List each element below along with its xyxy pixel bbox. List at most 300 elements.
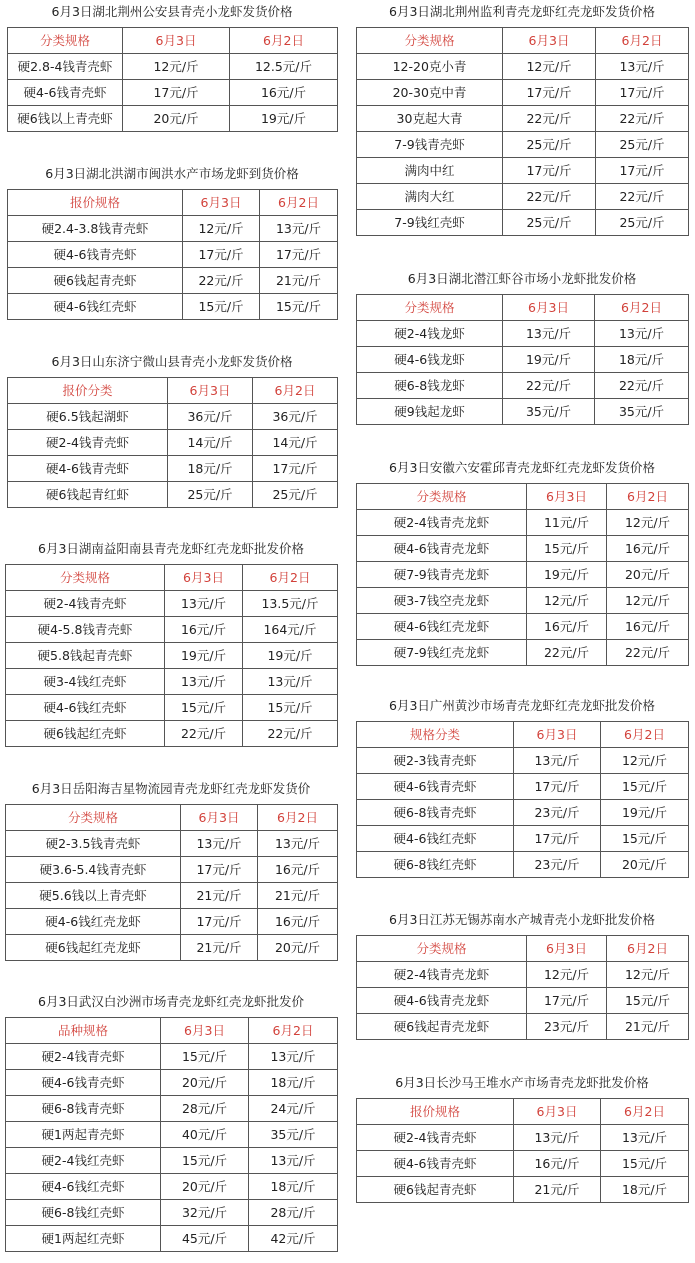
- price-jun3-cell: 22元/斤: [503, 373, 595, 399]
- price-jun3-cell: 32元/斤: [161, 1200, 249, 1226]
- price-panel-weishan: [7, 352, 337, 508]
- table-header-row: [6, 1018, 338, 1044]
- table-row: [8, 456, 338, 482]
- table-row: [357, 54, 689, 80]
- table-row: [357, 106, 689, 132]
- price-jun2-cell: 15元/斤: [601, 826, 689, 852]
- table-row: [6, 1174, 338, 1200]
- price-jun3-cell: 19元/斤: [165, 643, 243, 669]
- spec-cell: 硬4-6钱红壳龙虾: [357, 614, 527, 640]
- spec-cell: 硬6钱以上青壳虾: [8, 106, 123, 132]
- price-table: [356, 27, 689, 236]
- spec-cell: 硬3-7钱空壳龙虾: [357, 588, 527, 614]
- column-header: 6月3日: [514, 722, 601, 748]
- price-jun2-cell: 13元/斤: [249, 1148, 338, 1174]
- table-row: [357, 962, 689, 988]
- price-jun3-cell: 17元/斤: [183, 242, 260, 268]
- price-jun3-cell: 17元/斤: [503, 80, 596, 106]
- table-row: [8, 106, 338, 132]
- price-jun3-cell: 13元/斤: [165, 669, 243, 695]
- spec-cell: 硬6钱起红壳虾: [6, 721, 165, 747]
- column-header: 6月2日: [243, 565, 338, 591]
- spec-cell: 硬4-6钱青壳虾: [8, 242, 183, 268]
- price-jun3-cell: 22元/斤: [165, 721, 243, 747]
- price-jun3-cell: 19元/斤: [527, 562, 607, 588]
- price-jun3-cell: 19元/斤: [503, 347, 595, 373]
- price-jun3-cell: 25元/斤: [503, 210, 596, 236]
- price-jun3-cell: 17元/斤: [527, 988, 607, 1014]
- spec-cell: 硬3.6-5.4钱青壳虾: [6, 857, 181, 883]
- table-row: [357, 826, 689, 852]
- spec-cell: 满肉大红: [357, 184, 503, 210]
- price-jun2-cell: 18元/斤: [595, 347, 689, 373]
- table-row: [357, 614, 689, 640]
- price-jun2-cell: 164元/斤: [243, 617, 338, 643]
- table-row: [8, 404, 338, 430]
- spec-cell: 硬4-6钱龙虾: [357, 347, 503, 373]
- price-panel-mawangdui: [356, 1073, 688, 1203]
- price-jun2-cell: 24元/斤: [249, 1096, 338, 1122]
- column-header: 分类规格: [357, 484, 527, 510]
- table-row: [6, 883, 338, 909]
- spec-cell: 硬2-4钱龙虾: [357, 321, 503, 347]
- spec-cell: 硬7-9钱青壳龙虾: [357, 562, 527, 588]
- price-jun3-cell: 18元/斤: [168, 456, 253, 482]
- column-header: 分类规格: [357, 295, 503, 321]
- spec-cell: 硬4-5.8钱青壳虾: [6, 617, 165, 643]
- panel-title: 6月3日湖北洪湖市闽洪水产市场龙虾到货价格: [45, 166, 299, 181]
- spec-cell: 30克起大青: [357, 106, 503, 132]
- spec-cell: 硬2.4-3.8钱青壳虾: [8, 216, 183, 242]
- panel-title: 6月3日武汉白沙洲市场青壳龙虾红壳龙虾批发价: [38, 994, 304, 1009]
- price-jun2-cell: 19元/斤: [230, 106, 338, 132]
- column-header: 6月3日: [527, 484, 607, 510]
- table-header-row: [357, 295, 689, 321]
- price-jun2-cell: 16元/斤: [258, 857, 338, 883]
- price-jun2-cell: 15元/斤: [601, 774, 689, 800]
- price-table: [5, 804, 338, 961]
- price-jun2-cell: 13元/斤: [258, 831, 338, 857]
- spec-cell: 硬2.8-4钱青壳虾: [8, 54, 123, 80]
- column-header: 6月3日: [165, 565, 243, 591]
- spec-cell: 硬6钱起青壳龙虾: [357, 1014, 527, 1040]
- price-jun2-cell: 22元/斤: [596, 106, 689, 132]
- price-jun2-cell: 15元/斤: [243, 695, 338, 721]
- table-row: [6, 1070, 338, 1096]
- column-header: 6月2日: [607, 484, 689, 510]
- spec-cell: 7-9钱红壳虾: [357, 210, 503, 236]
- price-jun2-cell: 13元/斤: [249, 1044, 338, 1070]
- price-jun2-cell: 15元/斤: [601, 1151, 689, 1177]
- price-jun3-cell: 25元/斤: [503, 132, 596, 158]
- price-jun2-cell: 42元/斤: [249, 1226, 338, 1252]
- column-header: 6月3日: [181, 805, 258, 831]
- table-row: [357, 588, 689, 614]
- price-panel-honghu: [7, 164, 337, 320]
- price-jun3-cell: 22元/斤: [527, 640, 607, 666]
- price-jun2-cell: 17元/斤: [596, 158, 689, 184]
- price-panel-jianli: [356, 2, 688, 236]
- table-row: [357, 1151, 689, 1177]
- spec-cell: 硬2-4钱青壳虾: [6, 591, 165, 617]
- spec-cell: 硬3-4钱红壳虾: [6, 669, 165, 695]
- panel-title: 6月3日安徽六安霍邱青壳龙虾红壳龙虾发货价格: [389, 460, 655, 475]
- panel-title: 6月3日山东济宁微山县青壳小龙虾发货价格: [51, 354, 293, 369]
- price-jun3-cell: 17元/斤: [503, 158, 596, 184]
- price-jun3-cell: 40元/斤: [161, 1122, 249, 1148]
- spec-cell: 硬4-6钱青壳龙虾: [357, 988, 527, 1014]
- price-jun3-cell: 45元/斤: [161, 1226, 249, 1252]
- column-header: 品种规格: [6, 1018, 161, 1044]
- spec-cell: 硬4-6钱红壳虾: [357, 826, 514, 852]
- price-jun3-cell: 13元/斤: [514, 748, 601, 774]
- price-jun2-cell: 15元/斤: [260, 294, 338, 320]
- panel-title: 6月3日湖北潜江虾谷市场小龙虾批发价格: [407, 271, 637, 286]
- table-row: [6, 1044, 338, 1070]
- price-jun3-cell: 15元/斤: [161, 1044, 249, 1070]
- column-header: 分类规格: [6, 565, 165, 591]
- panel-title: 6月3日湖北荆州公安县青壳小龙虾发货价格: [51, 4, 293, 19]
- spec-cell: 硬2-4钱青壳龙虾: [357, 510, 527, 536]
- price-jun2-cell: 12元/斤: [607, 510, 689, 536]
- column-header: 6月3日: [527, 936, 607, 962]
- column-header: 6月2日: [596, 28, 689, 54]
- price-jun3-cell: 15元/斤: [161, 1148, 249, 1174]
- price-jun3-cell: 13元/斤: [181, 831, 258, 857]
- price-jun2-cell: 13元/斤: [596, 54, 689, 80]
- column-header: 6月3日: [503, 295, 595, 321]
- price-jun3-cell: 15元/斤: [527, 536, 607, 562]
- column-header: 6月2日: [601, 1099, 689, 1125]
- spec-cell: 7-9钱青壳虾: [357, 132, 503, 158]
- table-row: [6, 1148, 338, 1174]
- price-table: [7, 27, 338, 132]
- table-header-row: [357, 936, 689, 962]
- panel-title: 6月3日江苏无锡苏南水产城青壳小龙虾批发价格: [389, 912, 655, 927]
- column-header: 分类规格: [357, 28, 503, 54]
- price-jun2-cell: 12.5元/斤: [230, 54, 338, 80]
- panel-title: 6月3日广州黄沙市场青壳龙虾红壳龙虾批发价格: [389, 698, 655, 713]
- spec-cell: 硬2-4钱红壳虾: [6, 1148, 161, 1174]
- table-row: [6, 909, 338, 935]
- table-row: [357, 1125, 689, 1151]
- price-jun2-cell: 25元/斤: [596, 210, 689, 236]
- spec-cell: 硬4-6钱红壳虾: [6, 695, 165, 721]
- spec-cell: 满肉中红: [357, 158, 503, 184]
- price-panel-huoqiu: [356, 458, 688, 666]
- price-jun3-cell: 17元/斤: [514, 826, 601, 852]
- price-jun2-cell: 12元/斤: [601, 748, 689, 774]
- column-header: 报价规格: [357, 1099, 514, 1125]
- price-jun2-cell: 36元/斤: [253, 404, 338, 430]
- price-jun2-cell: 19元/斤: [601, 800, 689, 826]
- price-jun3-cell: 12元/斤: [123, 54, 230, 80]
- table-row: [8, 80, 338, 106]
- price-jun2-cell: 13.5元/斤: [243, 591, 338, 617]
- spec-cell: 硬2-4钱青壳虾: [8, 430, 168, 456]
- spec-cell: 硬4-6钱青壳虾: [357, 774, 514, 800]
- table-row: [357, 184, 689, 210]
- price-jun2-cell: 16元/斤: [258, 909, 338, 935]
- price-jun2-cell: 35元/斤: [249, 1122, 338, 1148]
- table-row: [6, 695, 338, 721]
- table-header-row: [357, 28, 689, 54]
- price-table: [7, 377, 338, 508]
- table-row: [8, 268, 338, 294]
- price-table: [5, 564, 338, 747]
- price-panel-qianjiang: [356, 269, 688, 425]
- price-jun3-cell: 15元/斤: [183, 294, 260, 320]
- spec-cell: 硬6-8钱红壳虾: [357, 852, 514, 878]
- price-jun3-cell: 12元/斤: [527, 588, 607, 614]
- price-jun2-cell: 13元/斤: [601, 1125, 689, 1151]
- table-header-row: [357, 484, 689, 510]
- table-row: [6, 831, 338, 857]
- price-jun2-cell: 25元/斤: [596, 132, 689, 158]
- price-jun2-cell: 35元/斤: [595, 399, 689, 425]
- price-jun2-cell: 25元/斤: [253, 482, 338, 508]
- spec-cell: 硬6-8钱青壳虾: [6, 1096, 161, 1122]
- price-jun2-cell: 22元/斤: [243, 721, 338, 747]
- price-jun3-cell: 20元/斤: [161, 1174, 249, 1200]
- column-header: 6月2日: [230, 28, 338, 54]
- price-jun3-cell: 22元/斤: [503, 106, 596, 132]
- table-row: [6, 1096, 338, 1122]
- price-jun2-cell: 17元/斤: [596, 80, 689, 106]
- column-header: 6月2日: [249, 1018, 338, 1044]
- column-header: 规格分类: [357, 722, 514, 748]
- spec-cell: 硬4-6钱青壳龙虾: [357, 536, 527, 562]
- price-jun2-cell: 21元/斤: [260, 268, 338, 294]
- spec-cell: 硬4-6钱青壳虾: [8, 80, 123, 106]
- price-table: [5, 1017, 338, 1252]
- spec-cell: 硬4-6钱青壳虾: [8, 456, 168, 482]
- price-jun2-cell: 22元/斤: [595, 373, 689, 399]
- table-row: [357, 210, 689, 236]
- table-header-row: [8, 378, 338, 404]
- price-jun2-cell: 16元/斤: [607, 614, 689, 640]
- table-row: [357, 562, 689, 588]
- table-row: [6, 1122, 338, 1148]
- price-jun2-cell: 22元/斤: [596, 184, 689, 210]
- spec-cell: 硬4-6钱红壳虾: [8, 294, 183, 320]
- spec-cell: 硬2-3钱青壳虾: [357, 748, 514, 774]
- panel-title: 6月3日长沙马王堆水产市场青壳龙虾批发价格: [395, 1075, 649, 1090]
- price-jun3-cell: 35元/斤: [503, 399, 595, 425]
- price-jun2-cell: 20元/斤: [258, 935, 338, 961]
- table-row: [6, 591, 338, 617]
- column-header: 6月2日: [258, 805, 338, 831]
- spec-cell: 硬5.6钱以上青壳虾: [6, 883, 181, 909]
- table-row: [357, 988, 689, 1014]
- price-jun3-cell: 16元/斤: [514, 1151, 601, 1177]
- price-jun3-cell: 28元/斤: [161, 1096, 249, 1122]
- price-jun3-cell: 20元/斤: [161, 1070, 249, 1096]
- table-row: [357, 800, 689, 826]
- spec-cell: 硬4-6钱红壳龙虾: [6, 909, 181, 935]
- price-panel-wuxi: [356, 910, 688, 1040]
- price-jun3-cell: 17元/斤: [181, 909, 258, 935]
- price-panel-yueyang: [5, 779, 337, 961]
- table-header-row: [6, 565, 338, 591]
- price-jun3-cell: 23元/斤: [527, 1014, 607, 1040]
- spec-cell: 硬2-4钱青壳虾: [6, 1044, 161, 1070]
- table-header-row: [8, 28, 338, 54]
- price-jun2-cell: 17元/斤: [253, 456, 338, 482]
- panel-title: 6月3日岳阳海吉星物流园青壳龙虾红壳龙虾发货价: [31, 781, 311, 796]
- price-panel-huangsha: [356, 696, 688, 878]
- price-jun2-cell: 18元/斤: [601, 1177, 689, 1203]
- spec-cell: 硬1两起红壳虾: [6, 1226, 161, 1252]
- spec-cell: 硬6钱起红壳龙虾: [6, 935, 181, 961]
- price-jun3-cell: 23元/斤: [514, 800, 601, 826]
- column-header: 6月2日: [595, 295, 689, 321]
- table-header-row: [357, 722, 689, 748]
- spec-cell: 硬9钱起龙虾: [357, 399, 503, 425]
- spec-cell: 硬6-8钱青壳虾: [357, 800, 514, 826]
- price-jun2-cell: 22元/斤: [607, 640, 689, 666]
- column-header: 6月3日: [503, 28, 596, 54]
- table-row: [357, 640, 689, 666]
- column-header: 6月2日: [601, 722, 689, 748]
- column-header: 6月2日: [260, 190, 338, 216]
- table-row: [357, 774, 689, 800]
- spec-cell: 硬5.8钱起青壳虾: [6, 643, 165, 669]
- price-jun2-cell: 13元/斤: [243, 669, 338, 695]
- spec-cell: 硬2-4钱青壳虾: [357, 1125, 514, 1151]
- price-jun3-cell: 13元/斤: [503, 321, 595, 347]
- table-row: [6, 643, 338, 669]
- column-header: 6月2日: [607, 936, 689, 962]
- price-jun2-cell: 16元/斤: [230, 80, 338, 106]
- column-header: 6月3日: [161, 1018, 249, 1044]
- spec-cell: 硬6-8钱龙虾: [357, 373, 503, 399]
- column-header: 分类规格: [6, 805, 181, 831]
- table-row: [357, 536, 689, 562]
- price-jun3-cell: 12元/斤: [183, 216, 260, 242]
- price-jun3-cell: 15元/斤: [165, 695, 243, 721]
- price-jun2-cell: 17元/斤: [260, 242, 338, 268]
- price-jun3-cell: 13元/斤: [514, 1125, 601, 1151]
- price-jun3-cell: 36元/斤: [168, 404, 253, 430]
- table-row: [357, 510, 689, 536]
- price-jun3-cell: 14元/斤: [168, 430, 253, 456]
- price-jun3-cell: 22元/斤: [183, 268, 260, 294]
- price-jun3-cell: 25元/斤: [168, 482, 253, 508]
- spec-cell: 硬1两起青壳虾: [6, 1122, 161, 1148]
- spec-cell: 硬6-8钱红壳虾: [6, 1200, 161, 1226]
- price-jun2-cell: 15元/斤: [607, 988, 689, 1014]
- price-jun3-cell: 16元/斤: [527, 614, 607, 640]
- price-jun3-cell: 21元/斤: [181, 883, 258, 909]
- spec-cell: 硬6钱起青红虾: [8, 482, 168, 508]
- price-table: [356, 294, 689, 425]
- spec-cell: 硬4-6钱青壳虾: [357, 1151, 514, 1177]
- table-row: [357, 321, 689, 347]
- price-jun2-cell: 12元/斤: [607, 588, 689, 614]
- table-header-row: [357, 1099, 689, 1125]
- spec-cell: 12-20克小青: [357, 54, 503, 80]
- price-jun2-cell: 13元/斤: [260, 216, 338, 242]
- price-table: [356, 721, 689, 878]
- price-jun2-cell: 12元/斤: [607, 962, 689, 988]
- column-header: 6月3日: [514, 1099, 601, 1125]
- price-jun3-cell: 20元/斤: [123, 106, 230, 132]
- price-jun2-cell: 21元/斤: [607, 1014, 689, 1040]
- price-jun3-cell: 11元/斤: [527, 510, 607, 536]
- table-row: [357, 158, 689, 184]
- table-row: [6, 669, 338, 695]
- price-jun3-cell: 17元/斤: [181, 857, 258, 883]
- column-header: 分类规格: [8, 28, 123, 54]
- price-jun3-cell: 12元/斤: [503, 54, 596, 80]
- price-jun2-cell: 20元/斤: [601, 852, 689, 878]
- column-header: 6月3日: [168, 378, 253, 404]
- column-header: 分类规格: [357, 936, 527, 962]
- table-row: [6, 857, 338, 883]
- price-panel-nanxian: [5, 539, 337, 747]
- price-table: [356, 483, 689, 666]
- price-jun2-cell: 14元/斤: [253, 430, 338, 456]
- spec-cell: 硬2-4钱青壳龙虾: [357, 962, 527, 988]
- price-jun3-cell: 22元/斤: [503, 184, 596, 210]
- price-jun3-cell: 23元/斤: [514, 852, 601, 878]
- spec-cell: 硬7-9钱红壳龙虾: [357, 640, 527, 666]
- price-jun3-cell: 12元/斤: [527, 962, 607, 988]
- table-row: [357, 1014, 689, 1040]
- price-jun2-cell: 28元/斤: [249, 1200, 338, 1226]
- price-jun2-cell: 21元/斤: [258, 883, 338, 909]
- spec-cell: 硬4-6钱红壳虾: [6, 1174, 161, 1200]
- spec-cell: 硬6钱起青壳虾: [357, 1177, 514, 1203]
- table-row: [357, 852, 689, 878]
- price-jun2-cell: 18元/斤: [249, 1070, 338, 1096]
- table-row: [6, 617, 338, 643]
- column-header: 6月2日: [253, 378, 338, 404]
- table-row: [8, 216, 338, 242]
- table-row: [6, 721, 338, 747]
- table-header-row: [6, 805, 338, 831]
- spec-cell: 20-30克中青: [357, 80, 503, 106]
- price-jun3-cell: 13元/斤: [165, 591, 243, 617]
- price-jun3-cell: 17元/斤: [514, 774, 601, 800]
- spec-cell: 硬4-6钱青壳虾: [6, 1070, 161, 1096]
- table-row: [6, 1226, 338, 1252]
- table-row: [8, 242, 338, 268]
- table-row: [357, 347, 689, 373]
- table-row: [357, 132, 689, 158]
- panel-title: 6月3日湖南益阳南县青壳龙虾红壳龙虾批发价格: [38, 541, 304, 556]
- price-jun2-cell: 13元/斤: [595, 321, 689, 347]
- table-row: [8, 430, 338, 456]
- price-jun2-cell: 16元/斤: [607, 536, 689, 562]
- price-jun3-cell: 16元/斤: [165, 617, 243, 643]
- table-row: [357, 399, 689, 425]
- price-jun2-cell: 20元/斤: [607, 562, 689, 588]
- column-header: 报价分类: [8, 378, 168, 404]
- price-table: [356, 935, 689, 1040]
- table-row: [357, 1177, 689, 1203]
- table-row: [8, 54, 338, 80]
- spec-cell: 硬6.5钱起湖虾: [8, 404, 168, 430]
- table-row: [357, 373, 689, 399]
- spec-cell: 硬6钱起青壳虾: [8, 268, 183, 294]
- column-header: 报价规格: [8, 190, 183, 216]
- price-table: [7, 189, 338, 320]
- price-jun3-cell: 21元/斤: [514, 1177, 601, 1203]
- table-header-row: [8, 190, 338, 216]
- panel-title: 6月3日湖北荆州监利青壳龙虾红壳龙虾发货价格: [389, 4, 655, 19]
